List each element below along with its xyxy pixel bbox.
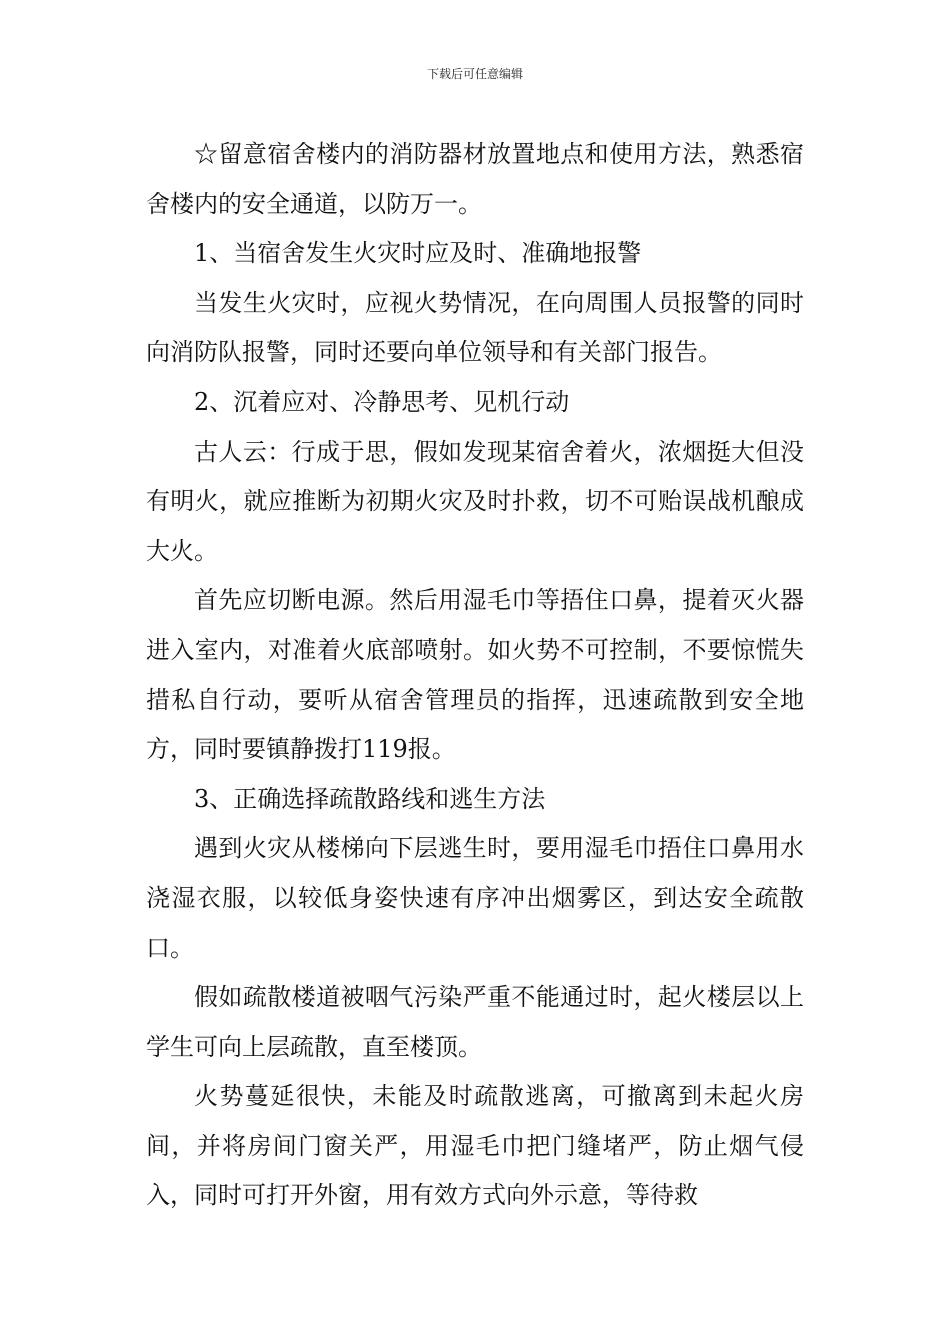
paragraph-safety-tip: ☆留意宿舍楼内的消防器材放置地点和使用方法，熟悉宿舍楼内的安全通道，以防万一。 — [146, 140, 804, 218]
heading-report-fire: 1、当宿舍发生火灾时应及时、准确地报警 — [194, 239, 642, 268]
paragraph-report-fire: 当发生火灾时，应视火势情况，在向周围人员报警的同时向消防队报警，同时还要向单位领导和有关部门报告。 — [146, 288, 804, 367]
paragraph-cut-power: 首先应切断电源。然后用湿毛巾等捂住口鼻，提着灭火器进入室内，对准着火底部喷射。如火势不可控制，不要惊慌失措私自行动，要听从宿舍管理员的指挥，迅速疏散到安全地方，同时要镇静拨打119报。 — [146, 586, 804, 764]
page-header: 下载后可任意编辑 — [426, 67, 523, 81]
paragraph-shelter-in-room: 火势蔓延很快，未能及时疏散逃离，可撤离到未起火房间，并将房间门窗关严，用湿毛巾把门缝堵严，防止烟气侵入，同时可打开外窗，用有效方式向外示意，等待救 — [146, 1082, 804, 1210]
paragraph-evacuate-upward: 假如疏散楼道被咽气污染严重不能通过时，起火楼层以上学生可向上层疏散，直至楼顶。 — [146, 983, 804, 1061]
paragraph-ancient-saying: 古人云：行成于思，假如发现某宿舍着火，浓烟挺大但没有明火，就应推断为初期火灾及时扑救，切不可贻误战机酿成大火。 — [146, 437, 804, 565]
paragraph-stairs-escape: 遇到火灾从楼梯向下层逃生时，要用湿毛巾捂住口鼻用水浇湿衣服，以较低身姿快速有序冲出烟雾区，到达安全疏散口。 — [146, 834, 804, 962]
heading-stay-calm: 2、沉着应对、冷静思考、见机行动 — [194, 387, 570, 416]
document-body — [146, 130, 804, 1221]
heading-evacuation: 3、正确选择疏散路线和逃生方法 — [194, 784, 546, 813]
